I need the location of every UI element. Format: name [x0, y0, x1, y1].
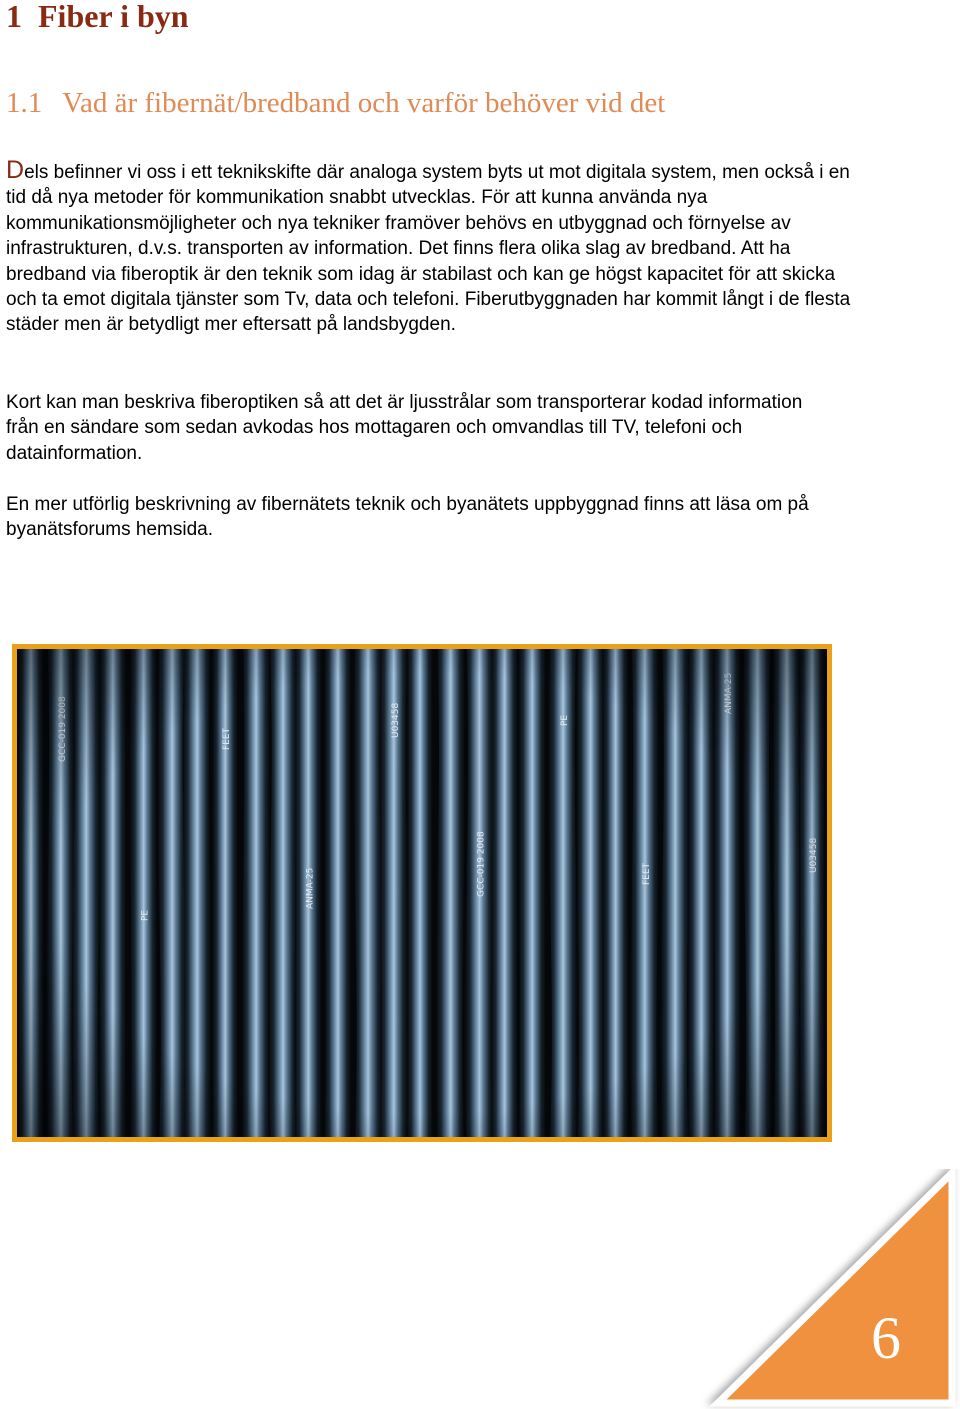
paragraph-more-info: En mer utförlig beskrivning av fibernätets teknik och byanätets uppbyggnad finns att läsa om på byanätsforums hemsida.: [6, 494, 809, 541]
drop-cap: D: [6, 156, 25, 184]
section-heading: [6, 82, 665, 124]
paragraph-intro-text: els befinner vi oss i ett teknikskifte där analoga system byts ut mot digitala system, men också i en tid då nya metoder för kommunikation snabbt utvecklas. För att kunna använda nya kommunikationsmöjligheter och nya tekniker framöver behövs en utbyggnad och förnyelse av infrastrukturen, d.v.s. transporten av information. Det finns flera olika slag av bredband. Att ha bredband via fiberoptik är den teknik som idag är stabilast och kan ge högst kapacitet för att skicka och ta emot digitala tjänster som Tv, data och telefoni. Fiberutbyggnaden har kommit långt i de flesta städer men är betydligt mer eftersatt på landsbygden.: [6, 162, 851, 336]
paragraph-fiber-description: Kort kan man beskriva fiberoptiken så att det är ljusstrålar som transporterar kodad information från en sändare som sedan avkodas hos mottagaren och omvandlas till TV, telefoni och datainformation.: [6, 392, 803, 464]
page-number: 6: [871, 1305, 901, 1371]
paragraph-intro: [6, 158, 851, 338]
chapter-number: 1: [6, 0, 22, 34]
chapter-title: Fiber i byn: [38, 0, 189, 34]
chapter-heading: [6, 0, 189, 40]
section-number: 1.1: [6, 87, 43, 119]
fiber-cable-photo-frame: [12, 644, 832, 1142]
fiber-cable-photo: [17, 649, 827, 1137]
section-title: Vad är fibernät/bredband och varför behöver vid det: [62, 87, 666, 119]
